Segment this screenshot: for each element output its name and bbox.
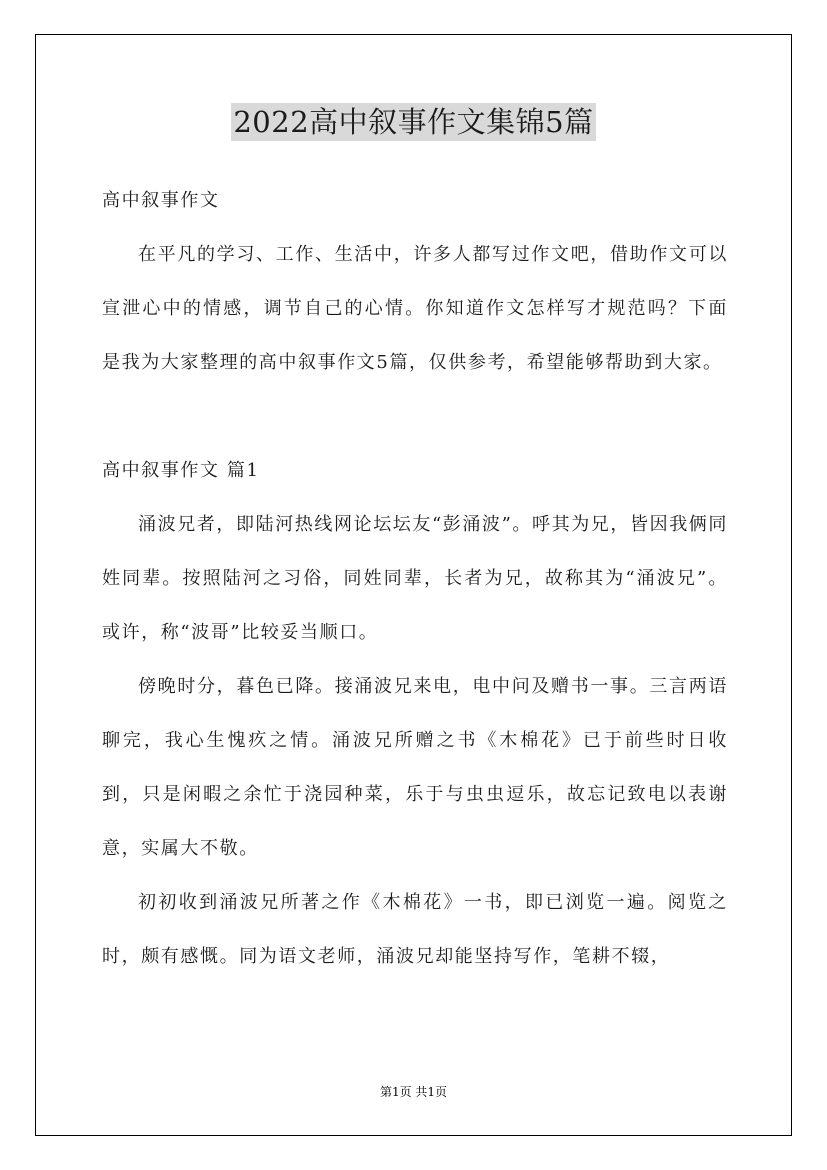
intro-paragraph: 在平凡的学习、工作、生活中，许多人都写过作文吧，借助作文可以宣泄心中的情感，调节自己的心情。你知道作文怎样写才规范吗？下面是我为大家整理的高中叙事作文5篇，仅供参考，希望能够帮助到大家。 xyxy=(102,244,728,373)
page-number: 第1页 共1页 xyxy=(379,1085,448,1099)
body-paragraph: 初初收到涌波兄所著之作《木棉花》一书，即已浏览一遍。阅览之时，颇有感慨。同为语文老师，涌波兄却能坚持写作，笔耕不辍， xyxy=(102,892,728,967)
section-spacer xyxy=(102,390,728,444)
body-paragraph: 傍晚时分，暮色已降。接涌波兄来电，电中问及赠书一事。三言两语聊完，我心生愧疚之情。涌波兄所赠之书《木棉花》已于前些时日收到，只是闲暇之余忙于浇园种菜，乐于与虫虫逗乐，故忘记致电以表谢意，实属大不敬。 xyxy=(102,676,728,859)
title-container xyxy=(0,103,827,141)
section-heading: 高中叙事作文 篇1 xyxy=(102,460,260,481)
document-body xyxy=(102,174,728,984)
document-title: 2022高中叙事作文集锦5篇 xyxy=(233,105,594,139)
intro-heading: 高中叙事作文 xyxy=(102,190,220,211)
page-footer xyxy=(0,1083,827,1101)
body-paragraph: 涌波兄者，即陆河热线网论坛坛友“彭涌波”。呼其为兄，皆因我俩同姓同辈。按照陆河之习俗，同姓同辈，长者为兄，故称其为“涌波兄”。或许，称“波哥”比较妥当顺口。 xyxy=(102,514,729,643)
